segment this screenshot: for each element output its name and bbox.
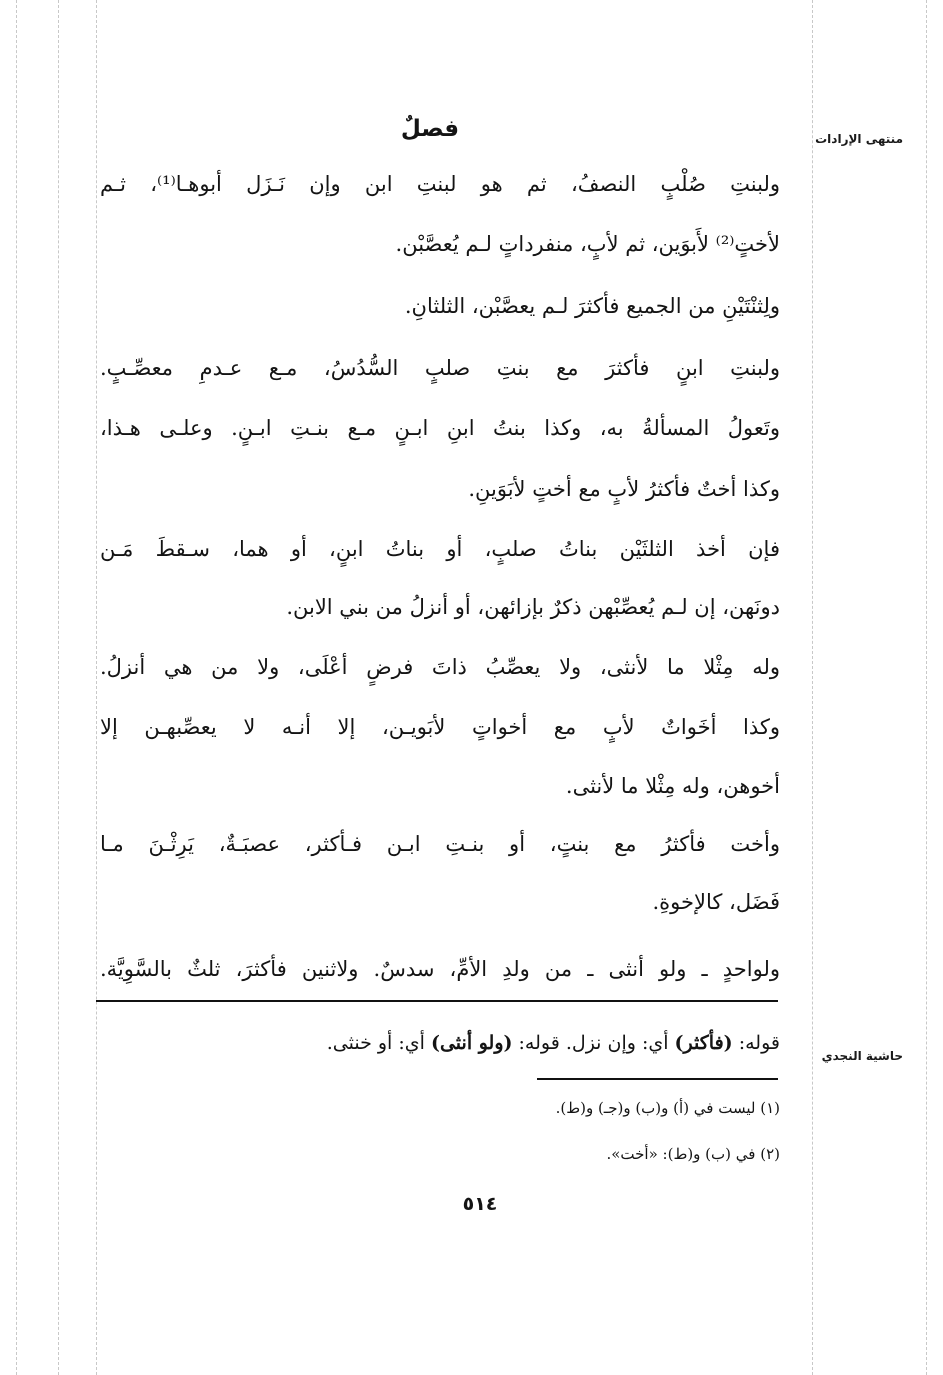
hashiya-text: أي: وإن نزل. قوله: xyxy=(518,1032,669,1054)
margin-guide xyxy=(812,0,813,1375)
section-heading: فصلٌ xyxy=(400,116,460,142)
hashiya-text: قوله: xyxy=(738,1032,780,1054)
hashiya-label: حاشية النجدي xyxy=(821,1049,903,1063)
hashiya-keyword: (فأكثر) xyxy=(674,1032,733,1054)
body-line: وكذا أختٌ فأكثرُ لأبٍ مع أختٍ لأبَوَينِ. xyxy=(468,477,780,501)
body-line: ولواحدٍ ـ ولو أنثى ـ من ولدِ الأمِّ، سدسٌ. ولاثنين فأكثرَ، ثلثٌ بالسَّوِيَّة. xyxy=(100,957,780,981)
hashiya-text: أي: أو خنثى. xyxy=(326,1032,425,1054)
page-number: ٥١٤ xyxy=(462,1193,498,1215)
footnote: (٢) في (ب) و(ط): «أخت». xyxy=(606,1145,780,1163)
margin-guide xyxy=(96,0,97,1375)
margin-guide xyxy=(58,0,59,1375)
body-line: ولبنتِ ابنٍ فأكثرَ مع بنتِ صلبٍ السُّدُسُ، مـع عـدمِ معصِّـبٍ. xyxy=(100,356,780,380)
body-line: أخوهن، وله مِثْلا ما لأنثى. xyxy=(565,774,780,798)
hashiya-keyword: (ولو أنثى) xyxy=(430,1032,513,1054)
footnote-rule xyxy=(537,1078,778,1080)
book-title-label: منتهى الإرادات xyxy=(815,132,903,146)
body-line: فإن أخذ الثلثَيْن بناتُ صلبٍ، أو بناتُ ابنٍ، أو هما، سـقطَ مَـن xyxy=(100,537,780,561)
body-line: وتَعولُ المسألةُ به، وكذا بنتُ ابنِ ابـنٍ مـع بنـتِ ابـنٍ. وعلـى هـذا، xyxy=(100,416,780,440)
body-line: وله مِثْلا ما لأنثى، ولا يعصِّبُ ذاتَ فرضٍ أعْلَى، ولا من هي أنزلُ. xyxy=(100,655,780,679)
separator-rule xyxy=(96,1000,778,1002)
footnote: (١) ليست في (أ) و(ب) و(جـ) و(ط). xyxy=(555,1099,780,1117)
body-line: فَضَل، كالإخوةِ. xyxy=(652,890,780,914)
body-line: ولبنتِ صُلْبٍ النصفُ، ثم هو لبنتِ ابن وإن نَـزَل أبوهـا⁽¹⁾، ثـم xyxy=(100,172,780,196)
body-line: وأخت فأكثرُ مع بنتٍ، أو بنـتِ ابـن فـأكثر، عصبَـةٌ، يَرِثْـنَ مـا xyxy=(100,832,780,856)
margin-guide xyxy=(16,0,17,1375)
body-line: دونَهن، إن لـم يُعصِّبْهن ذكرٌ بإزائهن، أو أنزلُ من بني الابن. xyxy=(286,595,780,619)
body-line: ولِثنْتَيْنِ من الجميع فأكثرَ لـم يعصَّبْن، الثلثانِ. xyxy=(404,294,780,318)
body-line: لأختٍ⁽²⁾ لأَبوَين، ثم لأبٍ، منفرداتٍ لـم يُعصَّبْن. xyxy=(395,232,780,256)
hashiya-note xyxy=(140,1032,780,1054)
body-line: وكذا أخَواتٌ لأبٍ مع أخواتٍ لأبَويـن، إلا أنـه لا يعصِّبهـن إلا xyxy=(100,715,780,739)
margin-guide xyxy=(926,0,927,1375)
